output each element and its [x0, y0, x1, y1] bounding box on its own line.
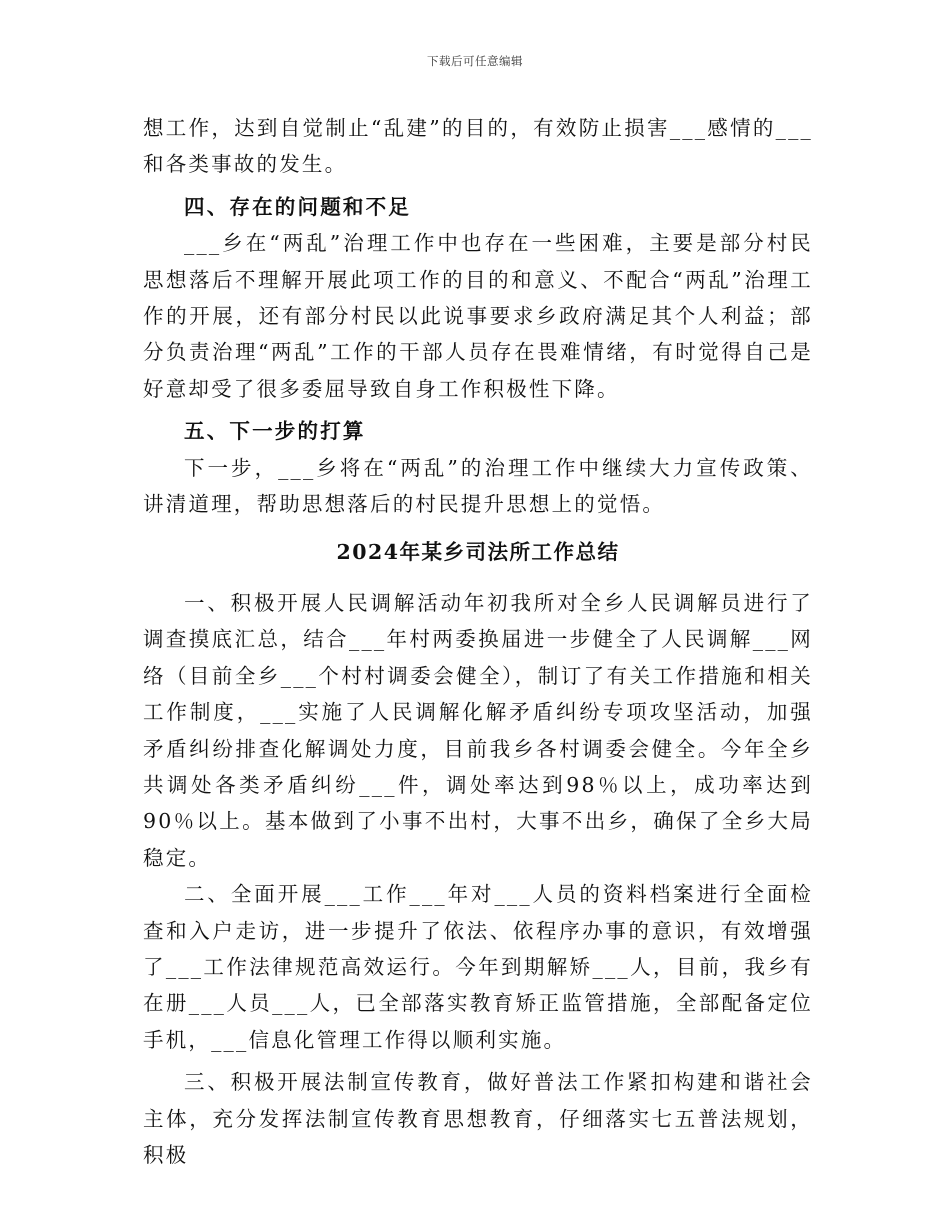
document-title: 2024年某乡司法所工作总结: [336, 540, 620, 565]
section-heading-next-steps: 五、下一步的打算: [184, 419, 366, 444]
paragraph-section-1: 一、积极开展人民调解活动年初我所对全乡人民调解员进行了调查摸底汇总，结合___年村两委换届进一步健全了人民调解___网络（目前全乡___个村村调委会健全），制订了有关工作措施和相关工作制度，___实施了人民调解化解矛盾纠纷专项攻坚活动，加强矛盾纠纷排查化解调处力度，目前我乡各村调委会健全。今年全乡共调处各类矛盾纠纷___件，调处率达到98％以上，成功率达到90％以上。基本做到了小事不出村，大事不出乡，确保了全乡大局稳定。: [143, 590, 813, 870]
paragraph-section-3: 三、积极开展法制宣传教育，做好普法工作紧扣构建和谐社会主体，充分发挥法制宣传教育思想教育，仔细落实七五普法规划，积极: [143, 1070, 813, 1167]
paragraph-section-2: 二、全面开展___工作___年对___人员的资料档案进行全面检查和入户走访，进一步提升了依法、依程序办事的意识，有效增强了___工作法律规范高效运行。今年到期解矫___人，目前，我乡有在册___人员___人，已全部落实教育矫正监管措施，全部配备定位手机，___信息化管理工作得以顺利实施。: [143, 882, 813, 1052]
paragraph-continuation: 想工作，达到自觉制止“乱建”的目的，有效防止损害___感情的___和各类事故的发生。: [143, 116, 813, 177]
document-body: [143, 110, 813, 1173]
section-heading-problems: 四、存在的问题和不足: [184, 194, 411, 219]
paragraph-next-steps: 下一步，___乡将在“两乱”的治理工作中继续大力宣传政策、讲清道理，帮助思想落后的村民提升思想上的觉悟。: [143, 455, 813, 517]
page-header: 下载后可任意编辑: [427, 54, 523, 68]
paragraph-problems: ___乡在“两乱”治理工作中也存在一些困难，主要是部分村民思想落后不理解开展此项工作的目的和意义、不配合“两乱”治理工作的开展，还有部分村民以此说事要求乡政府满足其个人利益；部分负责治理“两乱”工作的干部人员存在畏难情绪，有时觉得自己是好意却受了很多委屈导致自身工作积极性下降。: [143, 231, 813, 401]
